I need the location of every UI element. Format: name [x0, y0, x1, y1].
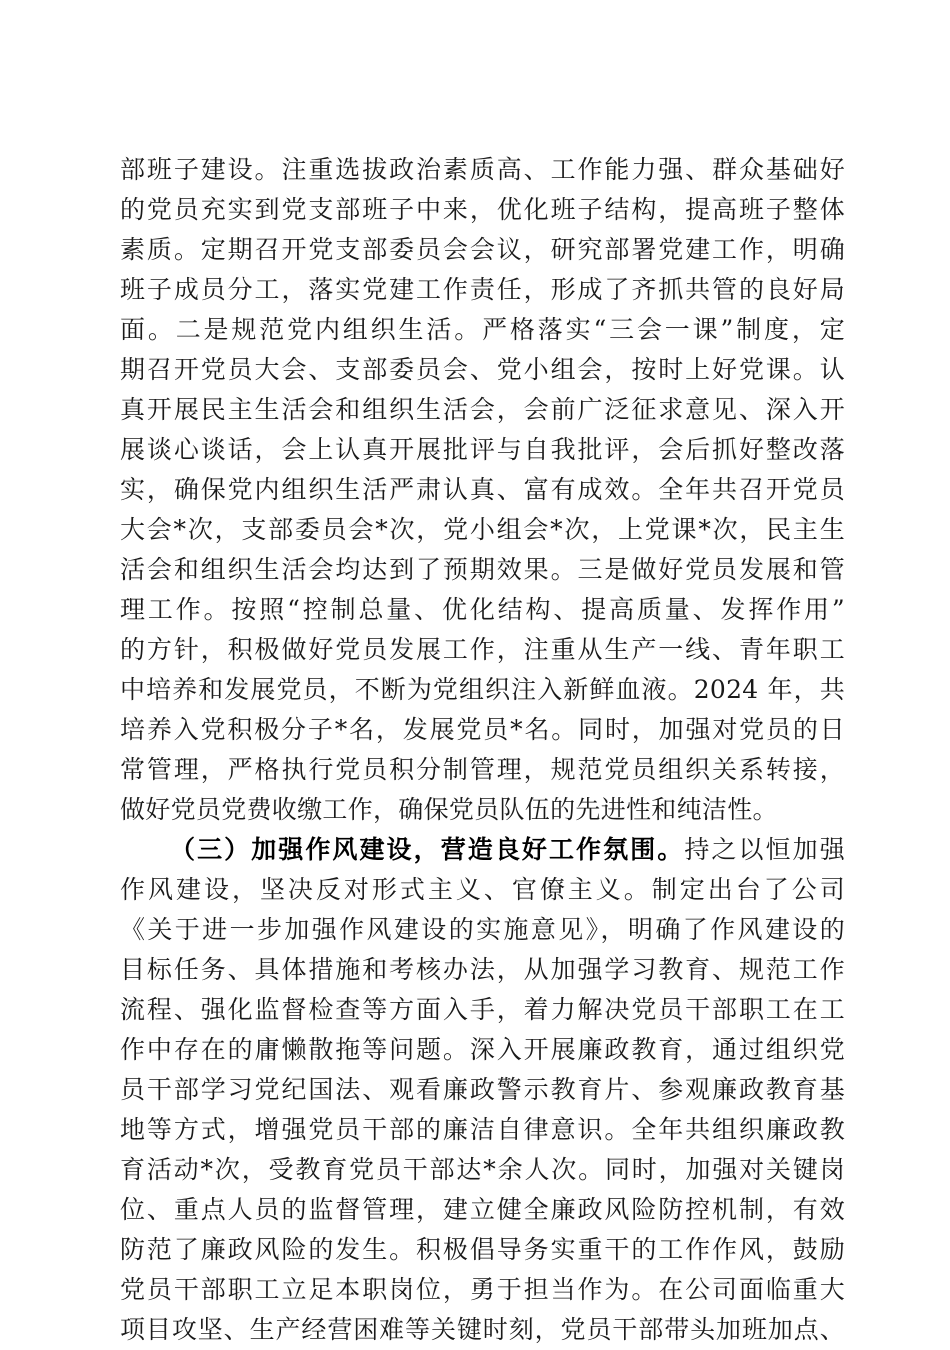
text-line: 党员干部职工立足本职岗位，勇于担当作为。在公司面临重大 — [120, 1275, 845, 1304]
text-line: 期召开党员大会、支部委员会、党小组会，按时上好党课。认 — [120, 355, 845, 384]
text-line: 培养入党积极分子*名，发展党员*名。同时，加强对党员的日 — [120, 715, 845, 744]
section-heading: （三）加强作风建设，营造良好工作氛围。 — [170, 835, 685, 864]
text-line: 展谈心谈话，会上认真开展批评与自我批评，会后抓好整改落 — [120, 435, 845, 464]
text-line: 面。二是规范党内组织生活。严格落实“三会一课”制度，定 — [120, 315, 845, 344]
text-line: 理工作。按照“控制总量、优化结构、提高质量、发挥作用” — [120, 595, 845, 624]
text-line: 班子成员分工，落实党建工作责任，形成了齐抓共管的良好局 — [120, 275, 845, 304]
text-line: 员干部学习党纪国法、观看廉政警示教育片、参观廉政教育基 — [120, 1075, 845, 1104]
paragraph-work-style — [120, 830, 845, 1350]
text-line: 活会和组织生活会均达到了预期效果。三是做好党员发展和管 — [120, 555, 845, 584]
text-line: 项目攻坚、生产经营困难等关键时刻，党员干部带头加班加点、 — [120, 1315, 845, 1344]
text-line: 部班子建设。注重选拔政治素质高、工作能力强、群众基础好 — [120, 155, 845, 184]
heading-line-rest: 持之以恒加强 — [684, 835, 845, 864]
text-line: 位、重点人员的监督管理，建立健全廉政风险防控机制，有效 — [120, 1195, 845, 1224]
body-text — [120, 150, 845, 1350]
text-line: 的党员充实到党支部班子中来，优化班子结构，提高班子整体 — [120, 195, 845, 224]
text-line: 作中存在的庸懒散拖等问题。深入开展廉政教育，通过组织党 — [120, 1035, 845, 1064]
section-heading-line — [120, 830, 845, 870]
text-line: 做好党员党费收缴工作，确保党员队伍的先进性和纯洁性。 — [120, 795, 778, 824]
text-line: 育活动*次，受教育党员干部达*余人次。同时，加强对关键岗 — [120, 1155, 845, 1184]
text-line: 《关于进一步加强作风建设的实施意见》，明确了作风建设的 — [120, 915, 845, 944]
text-line: 作风建设，坚决反对形式主义、官僚主义。制定出台了公司 — [120, 875, 845, 904]
text-line: 真开展民主生活会和组织生活会，会前广泛征求意见、深入开 — [120, 395, 845, 424]
text-line: 防范了廉政风险的发生。积极倡导务实重干的工作作风，鼓励 — [120, 1235, 845, 1264]
text-line: 实，确保党内组织生活严肃认真、富有成效。全年共召开党员 — [120, 475, 845, 504]
paragraph-party-organization — [120, 150, 845, 830]
text-line: 素质。定期召开党支部委员会会议，研究部署党建工作，明确 — [120, 235, 845, 264]
text-line: 常管理，严格执行党员积分制管理，规范党员组织关系转接， — [120, 755, 845, 784]
text-line: 大会*次，支部委员会*次，党小组会*次，上党课*次，民主生 — [120, 515, 845, 544]
text-line: 的方针，积极做好党员发展工作，注重从生产一线、青年职工 — [120, 635, 845, 664]
text-line: 地等方式，增强党员干部的廉洁自律意识。全年共组织廉政教 — [120, 1115, 845, 1144]
text-line: 流程、强化监督检查等方面入手，着力解决党员干部职工在工 — [120, 995, 845, 1024]
text-line: 目标任务、具体措施和考核办法，从加强学习教育、规范工作 — [120, 955, 845, 984]
text-line: 中培养和发展党员，不断为党组织注入新鲜血液。2024 年，共 — [120, 675, 845, 704]
